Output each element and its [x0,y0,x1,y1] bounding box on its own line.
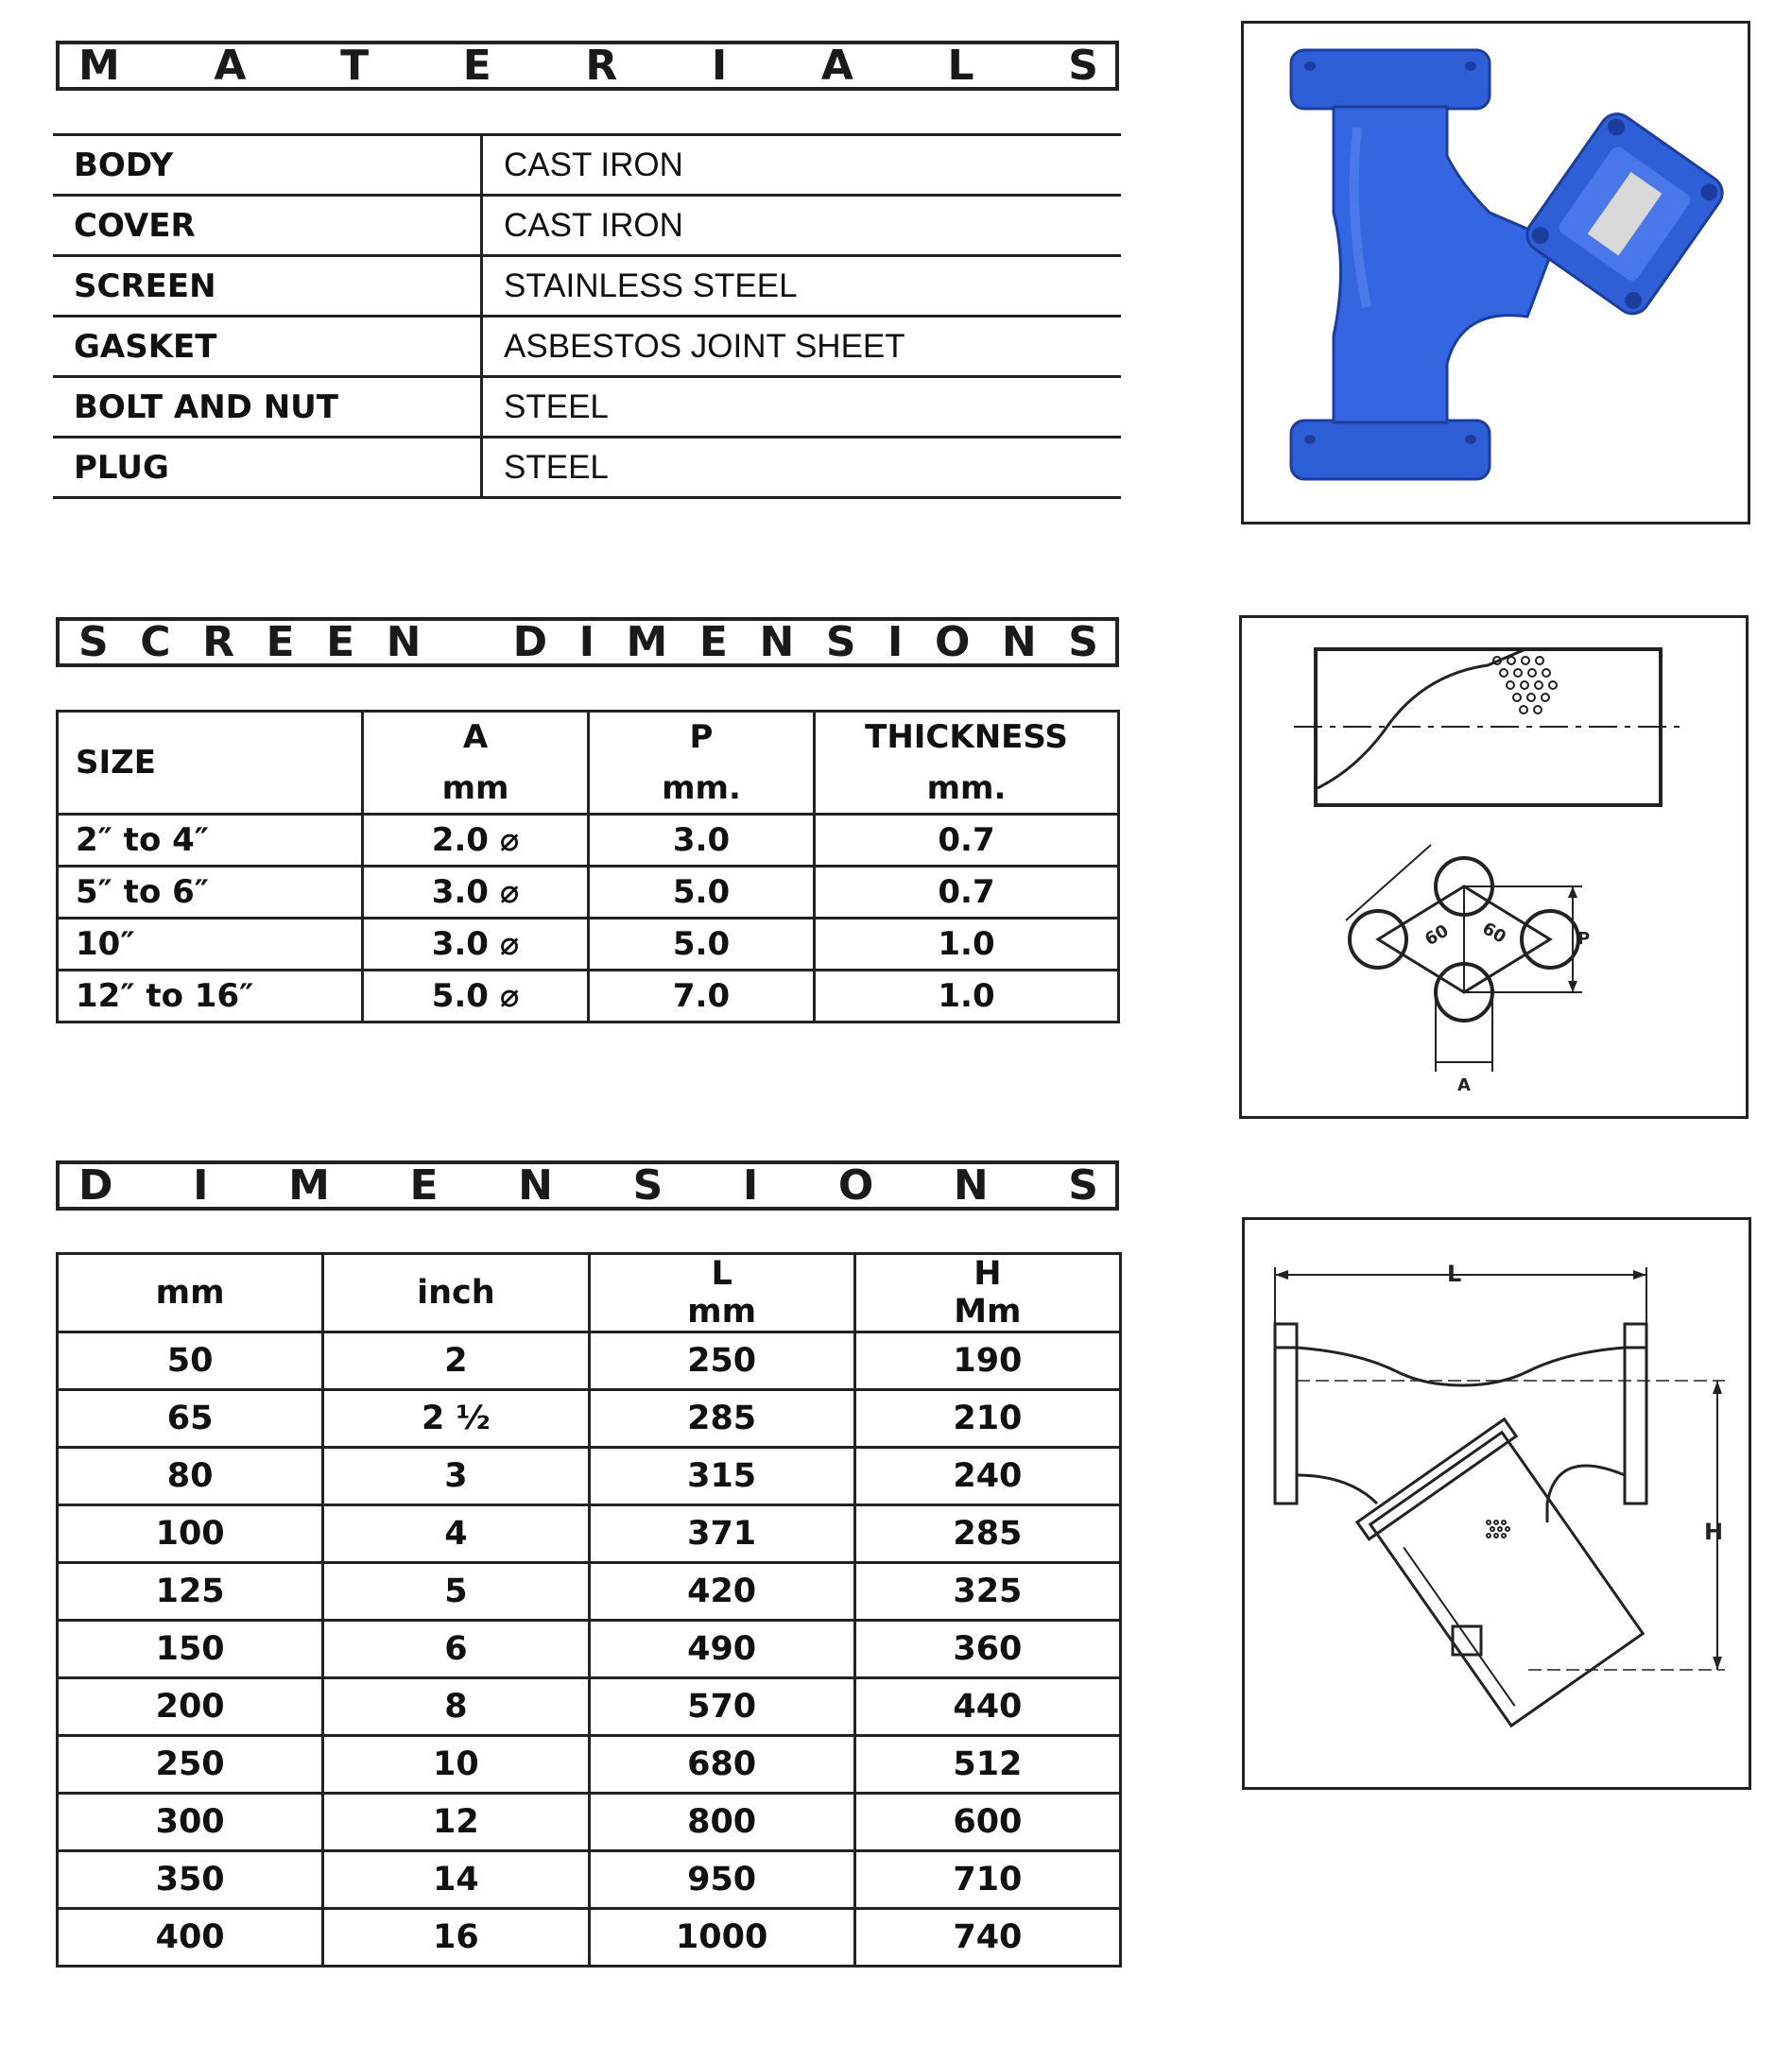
title-letter: A [214,42,247,90]
header-h-label: H [974,1255,1002,1293]
header-p-unit: mm. [662,769,741,807]
title-letter: N [953,1161,989,1210]
dim-inch: 10 [323,1736,589,1794]
title-letter: E [698,618,728,666]
dimensions-row [58,1332,1121,1390]
header-size: SIZE [58,712,363,815]
title-letter: T [340,42,370,90]
material-value: STAINLESS STEEL [482,256,1122,317]
screen-a: 5.0 ⌀ [363,971,589,1022]
screen-row [58,971,1119,1022]
materials-row [53,438,1121,498]
header-a-label: A [462,718,489,756]
dim-mm: 80 [58,1448,323,1505]
materials-row [53,377,1121,438]
screen-p: 5.0 [589,919,815,971]
dim-h: 285 [854,1505,1120,1563]
dimensions-row [58,1448,1121,1505]
dim-mm: 350 [58,1851,323,1909]
screen-thickness: 0.7 [815,867,1119,919]
title-letter: E [266,618,295,666]
materials-table [53,133,1121,499]
title-letter: S [1068,42,1098,90]
dim-l: 570 [589,1678,854,1736]
title-letter: S [1068,618,1098,666]
material-part: SCREEN [53,256,482,317]
dim-h: 325 [854,1563,1120,1621]
screen-thickness: 1.0 [815,971,1119,1022]
dim-l: 950 [589,1851,854,1909]
screen-p: 5.0 [589,867,815,919]
dim-mm: 200 [58,1678,323,1736]
dim-h: 710 [854,1851,1120,1909]
dim-inch: 12 [323,1794,589,1851]
title-letter: M [78,42,120,90]
screen-size: 5″ to 6″ [58,867,363,919]
screen-p: 7.0 [589,971,815,1022]
dimensions-title [56,1160,1119,1211]
dim-l: 371 [589,1505,854,1563]
label-l: L [1447,1261,1462,1287]
dim-h: 240 [854,1448,1120,1505]
material-value: STEEL [482,438,1122,498]
dim-h: 600 [854,1794,1120,1851]
title-letter: N [759,618,795,666]
dim-l: 315 [589,1448,854,1505]
dim-l: 1000 [589,1909,854,1967]
label-a: A [1457,1075,1471,1095]
screen-dimensions-title [56,617,1119,667]
dimensions-row [58,1678,1121,1736]
title-letter: C [140,618,171,666]
title-letter: E [462,42,491,90]
dim-mm: 50 [58,1332,323,1390]
dim-inch: 2 [323,1332,589,1390]
y-strainer-dimension-drawing [1242,1217,1751,1790]
header-thickness-label: THICKNESS [865,718,1068,756]
title-letter: M [626,618,668,666]
header-l-unit: mm [687,1293,757,1331]
dim-h: 210 [854,1390,1120,1448]
dim-inch: 4 [323,1505,589,1563]
dim-inch: 6 [323,1621,589,1678]
dim-mm: 300 [58,1794,323,1851]
dimensions-table [56,1252,1122,1968]
screen-dimensions-table [56,710,1120,1023]
dimensions-row [58,1909,1121,1967]
label-h: H [1704,1519,1724,1545]
title-letter: N [518,1161,553,1210]
header-p-label: P [689,718,714,756]
title-letter: I [711,42,728,90]
material-part: BOLT AND NUT [53,377,482,438]
dimensions-row [58,1390,1121,1448]
header-mm: mm [58,1254,323,1332]
dim-inch: 2 ½ [323,1390,589,1448]
header-l [589,1254,854,1332]
dim-l: 250 [589,1332,854,1390]
material-part: GASKET [53,317,482,377]
title-letter: R [585,42,618,90]
dimensions-row [58,1563,1121,1621]
screen-a: 2.0 ⌀ [363,815,589,867]
dim-l: 420 [589,1563,854,1621]
dim-h: 512 [854,1736,1120,1794]
title-letter: S [632,1161,663,1210]
screen-diagram-drawing [1242,618,1746,1116]
dim-l: 680 [589,1736,854,1794]
material-value: STEEL [482,377,1122,438]
title-letter: O [934,618,971,666]
title-letter: E [409,1161,439,1210]
materials-title [56,41,1119,91]
materials-row [53,135,1121,196]
dim-h: 190 [854,1332,1120,1390]
title-letter: I [887,618,904,666]
materials-row [53,256,1121,317]
dim-h: 440 [854,1678,1120,1736]
header-l-label: L [711,1255,732,1293]
screen-size: 10″ [58,919,363,971]
material-value: ASBESTOS JOINT SHEET [482,317,1122,377]
screen-thickness: 0.7 [815,815,1119,867]
dim-mm: 250 [58,1736,323,1794]
dimensions-row [58,1794,1121,1851]
header-thickness [815,712,1119,815]
header-inch: inch [323,1254,589,1332]
angle-label-1: 60 [1422,920,1453,951]
label-p: P [1577,929,1591,949]
screen-row [58,815,1119,867]
header-h [854,1254,1120,1332]
material-value: CAST IRON [482,196,1122,256]
screen-row [58,919,1119,971]
dim-l: 285 [589,1390,854,1448]
perforation-dots [1493,657,1557,713]
dim-inch: 5 [323,1563,589,1621]
material-part: PLUG [53,438,482,498]
title-letter: E [326,618,355,666]
dimension-drawing [1245,1220,1749,1787]
dim-l: 490 [589,1621,854,1678]
screen-perforation-diagram [1239,615,1749,1119]
title-letter: D [512,618,548,666]
dim-inch: 3 [323,1448,589,1505]
dim-h: 740 [854,1909,1120,1967]
material-part: COVER [53,196,482,256]
material-value: CAST IRON [482,135,1122,196]
title-letter: A [820,42,853,90]
dimensions-row [58,1505,1121,1563]
title-letter: D [78,1161,113,1210]
y-strainer-photo [1241,21,1750,524]
title-letter: O [837,1161,874,1210]
angle-label-2: 60 [1478,918,1509,948]
title-letter: N [1001,618,1037,666]
materials-row [53,317,1121,377]
dim-inch: 14 [323,1851,589,1909]
dim-inch: 8 [323,1678,589,1736]
screen-size: 12″ to 16″ [58,971,363,1022]
dim-l: 800 [589,1794,854,1851]
screen-perforation-marks [1487,1521,1509,1538]
dim-mm: 150 [58,1621,323,1678]
screen-size: 2″ to 4″ [58,815,363,867]
screen-a: 3.0 ⌀ [363,919,589,971]
title-letter: S [78,618,109,666]
materials-row [53,196,1121,256]
header-a [363,712,589,815]
screen-p: 3.0 [589,815,815,867]
title-letter: N [386,618,422,666]
dim-h: 360 [854,1621,1120,1678]
title-letter: I [742,1161,759,1210]
dimensions-row [58,1851,1121,1909]
title-letter: S [1068,1161,1098,1210]
title-letter: I [578,618,594,666]
screen-thickness: 1.0 [815,919,1119,971]
dim-mm: 125 [58,1563,323,1621]
header-p [589,712,815,815]
dimensions-row [58,1621,1121,1678]
title-letter: S [825,618,856,666]
screen-row [58,867,1119,919]
dim-mm: 100 [58,1505,323,1563]
title-letter: M [288,1161,330,1210]
dimensions-row [58,1736,1121,1794]
title-letter: L [947,42,974,90]
title-letter: I [193,1161,209,1210]
dim-mm: 65 [58,1390,323,1448]
dim-inch: 16 [323,1909,589,1967]
y-strainer-illustration [1244,24,1748,522]
header-thickness-unit: mm. [926,769,1007,807]
header-a-unit: mm [441,769,509,807]
dim-mm: 400 [58,1909,323,1967]
material-part: BODY [53,135,482,196]
screen-a: 3.0 ⌀ [363,867,589,919]
title-letter: R [202,618,234,666]
header-h-unit: Mm [954,1293,1022,1331]
